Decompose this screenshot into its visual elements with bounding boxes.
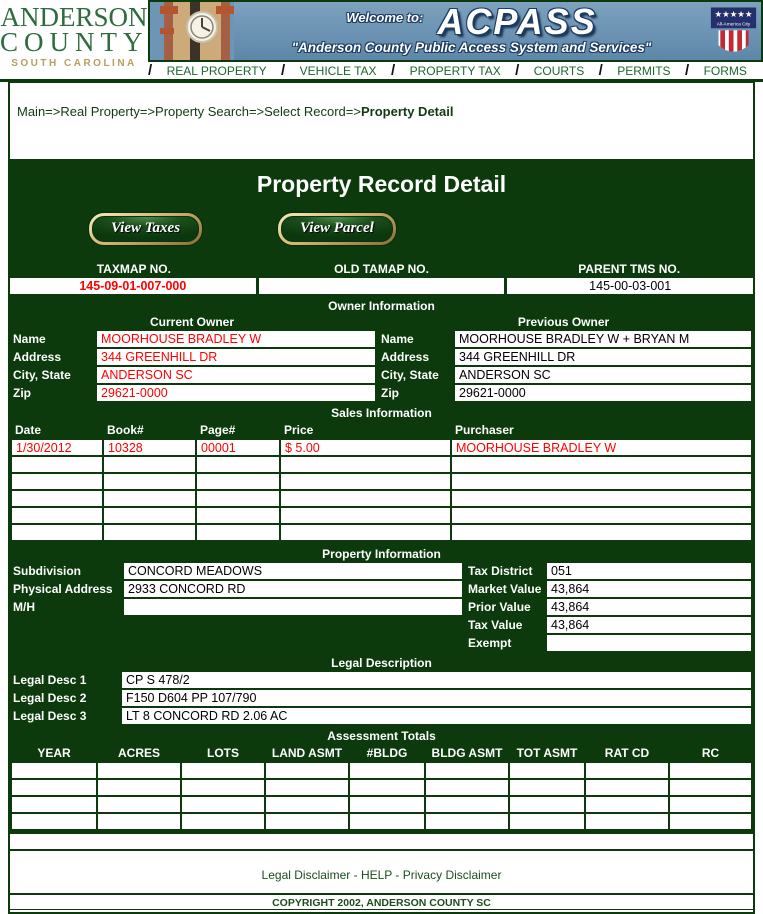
- property-grid: [10, 563, 753, 651]
- welcome-label: Welcome to:: [346, 10, 424, 25]
- current-owner-address: 344 GREENHILL DR: [97, 349, 375, 365]
- sales-row: 6/10/1994 1895 208 $ 20,500.00 NICHOLS GRAYLON S + NANCY P: [11, 490, 752, 507]
- owner-zip-label: Zip: [381, 386, 399, 400]
- taxmap-no-header: TAXMAP NO.: [96, 262, 171, 276]
- parent-tms-no-value: 145-00-03-001: [507, 278, 753, 294]
- assessment-section-title: Assessment Totals: [327, 729, 436, 743]
- mh-value: [124, 599, 462, 615]
- nav-slash: /: [281, 62, 286, 79]
- owner-city-state-label: City, State: [13, 368, 71, 382]
- copyright-bar: COPYRIGHT 2002, ANDERSON COUNTY SC: [10, 893, 753, 910]
- nav-tab-property-tax[interactable]: PROPERTY TAX: [409, 63, 501, 78]
- owner-section-title: Owner Information: [328, 299, 435, 313]
- content-frame: [8, 82, 755, 914]
- mh-label: M/H: [13, 600, 35, 614]
- footer-separator: -: [353, 868, 358, 882]
- sales-row: 9/04/2007 8253 00162 $ 500,700.00 MOORHOUSE BRADLEY W + BRYAN M: [11, 456, 752, 473]
- page-footer: [10, 851, 753, 910]
- current-owner-title: Current Owner: [149, 315, 234, 329]
- old-tamap-no-header: OLD TAMAP NO.: [334, 262, 429, 276]
- sales-header-row: Date Book# Page# Price Purchaser: [15, 423, 514, 437]
- property-section-title: Property Information: [322, 547, 441, 561]
- county-logo-line2: COUNTY: [0, 26, 149, 57]
- owner-city-state-label: City, State: [381, 368, 439, 382]
- tms-header-row: [10, 262, 753, 276]
- all-america-city-label: All-America City: [716, 21, 751, 27]
- footer-links: [10, 868, 753, 882]
- owner-address-label: Address: [13, 350, 62, 364]
- subdivision-label: Subdivision: [13, 564, 82, 578]
- current-owner-zip: 29621-0000: [97, 385, 375, 401]
- current-owner-city-state: ANDERSON SC: [97, 367, 375, 383]
- view-parcel-button[interactable]: View Parcel: [277, 212, 397, 246]
- physical-address-value: 2933 CONCORD RD: [124, 581, 462, 597]
- nav-slash: /: [148, 62, 153, 79]
- sales-table: [10, 422, 753, 542]
- main-nav: [148, 62, 763, 79]
- nav-slash: /: [515, 62, 520, 79]
- empty-row: [10, 834, 753, 851]
- county-logo-line3: SOUTH CAROLINA: [11, 57, 137, 69]
- current-owner-name: MOORHOUSE BRADLEY W: [97, 331, 375, 347]
- acpass-banner: [148, 0, 763, 62]
- physical-address-label: Physical Address: [13, 582, 113, 596]
- all-america-city-logo: [709, 2, 761, 60]
- legal-desc-3-value: LT 8 CONCORD RD 2.06 AC: [122, 708, 751, 724]
- assessment-row: 2013 2.06 10 1 110 120 A 01: [11, 779, 752, 796]
- market-value-label: Market Value: [468, 582, 542, 596]
- prior-value-value: 43,864: [547, 599, 751, 615]
- market-value-value: 43,864: [547, 581, 751, 597]
- parent-tms-no-header: PARENT TMS NO.: [578, 262, 681, 276]
- nav-tab-forms[interactable]: FORMS: [703, 63, 747, 78]
- page-title: Property Record Detail: [256, 171, 507, 197]
- county-logo-line1: ANDERSON: [0, 2, 148, 32]
- nav-slash: /: [390, 62, 396, 79]
- prior-value-label: Prior Value: [468, 600, 531, 614]
- legal-desc-2-label: Legal Desc 2: [13, 691, 87, 705]
- sales-row: 3/15/1976 19K 277 $ 1.00 STEWART ROBERT W + ELLEN D: [11, 524, 752, 541]
- owner-name-label: Name: [381, 332, 414, 346]
- svg-text:★★★★★: ★★★★★: [714, 8, 753, 19]
- nav-slash: /: [684, 62, 690, 79]
- exempt-label: Exempt: [468, 636, 512, 650]
- app-name: ACPASS: [437, 1, 597, 42]
- owner-grid: [10, 331, 753, 401]
- previous-owner-name: MOORHOUSE BRADLEY W + BRYAN M: [455, 331, 751, 347]
- sales-row: 2/07/1997 2546 107 $ 27,500.00 COOK ANN N: [11, 473, 752, 490]
- tms-value-row: [10, 278, 753, 294]
- assessment-row: 2012 2.06 10 1 110 120 A: [11, 796, 752, 813]
- sales-section-title: Sales Information: [331, 406, 432, 420]
- app-tagline: "Anderson County Public Access System and Services": [291, 40, 652, 56]
- subdivision-value: CONCORD MEADOWS: [124, 563, 462, 579]
- exempt-value: [547, 635, 751, 651]
- owner-name-label: Name: [13, 332, 46, 346]
- help-link[interactable]: HELP: [360, 868, 393, 882]
- nav-tab-vehicle-tax[interactable]: VEHICLE TAX: [299, 63, 377, 78]
- nav-slash: /: [598, 62, 603, 79]
- previous-owner-title: Previous Owner: [517, 315, 610, 329]
- owner-zip-label: Zip: [13, 386, 31, 400]
- nav-tab-permits[interactable]: PERMITS: [617, 63, 671, 78]
- county-logo: [0, 0, 148, 79]
- nav-tab-courts[interactable]: COURTS: [533, 63, 585, 78]
- view-taxes-button[interactable]: View Taxes: [88, 212, 203, 246]
- previous-owner-zip: 29621-0000: [455, 385, 751, 401]
- sales-row: 1/31/1994 1803 26 $ 1.00 MOSTELLER DOUGLAS E JR + DOUGLAS E III: [11, 507, 752, 524]
- tax-value-label: Tax Value: [468, 618, 523, 632]
- tax-value-value: 43,864: [547, 617, 751, 633]
- assessment-row: 2011 2.06 10 1 110 120 A: [11, 813, 752, 830]
- previous-owner-address: 344 GREENHILL DR: [455, 349, 751, 365]
- legal-desc-1-label: Legal Desc 1: [13, 673, 87, 687]
- breadcrumb-current: Property Detail: [360, 104, 454, 119]
- sales-row: 1/30/2012 10328 00001 $ 5.00 MOORHOUSE BRADLEY W: [11, 439, 752, 456]
- breadcrumb: [10, 83, 753, 159]
- taxmap-no-value: 145-09-01-007-000: [10, 278, 256, 294]
- legal-desc-2-value: F150 D604 PP 107/790: [122, 690, 751, 706]
- legal-desc-3-label: Legal Desc 3: [13, 709, 87, 723]
- assessment-table: [10, 745, 753, 831]
- owner-address-label: Address: [381, 350, 430, 364]
- footer-separator: -: [395, 868, 400, 882]
- legal-grid: [10, 672, 753, 724]
- privacy-disclaimer-link[interactable]: Privacy Disclaimer: [402, 868, 502, 882]
- breadcrumb-path: Main=>Real Property=>Property Search=>Select Record=>: [17, 104, 361, 119]
- legal-desc-1-value: CP S 478/2: [122, 672, 751, 688]
- tax-district-value: 051: [547, 563, 751, 579]
- legal-disclaimer-link[interactable]: Legal Disclaimer: [261, 868, 351, 882]
- assessment-row: 2014 2.06 10 1 110 120 A: [11, 762, 752, 779]
- app-header: [0, 0, 763, 82]
- tax-district-label: Tax District: [468, 564, 533, 578]
- old-tamap-no-value: [259, 278, 505, 294]
- assessment-header-row: YEAR ACRES LOTS LAND ASMT #BLDG BLDG ASMT TOT ASMT RAT CD RC: [37, 746, 720, 760]
- legal-section-title: Legal Description: [331, 656, 432, 670]
- nav-tab-real-property[interactable]: REAL PROPERTY: [166, 63, 267, 78]
- previous-owner-city-state: ANDERSON SC: [455, 367, 751, 383]
- clock-tower-image: [150, 2, 234, 60]
